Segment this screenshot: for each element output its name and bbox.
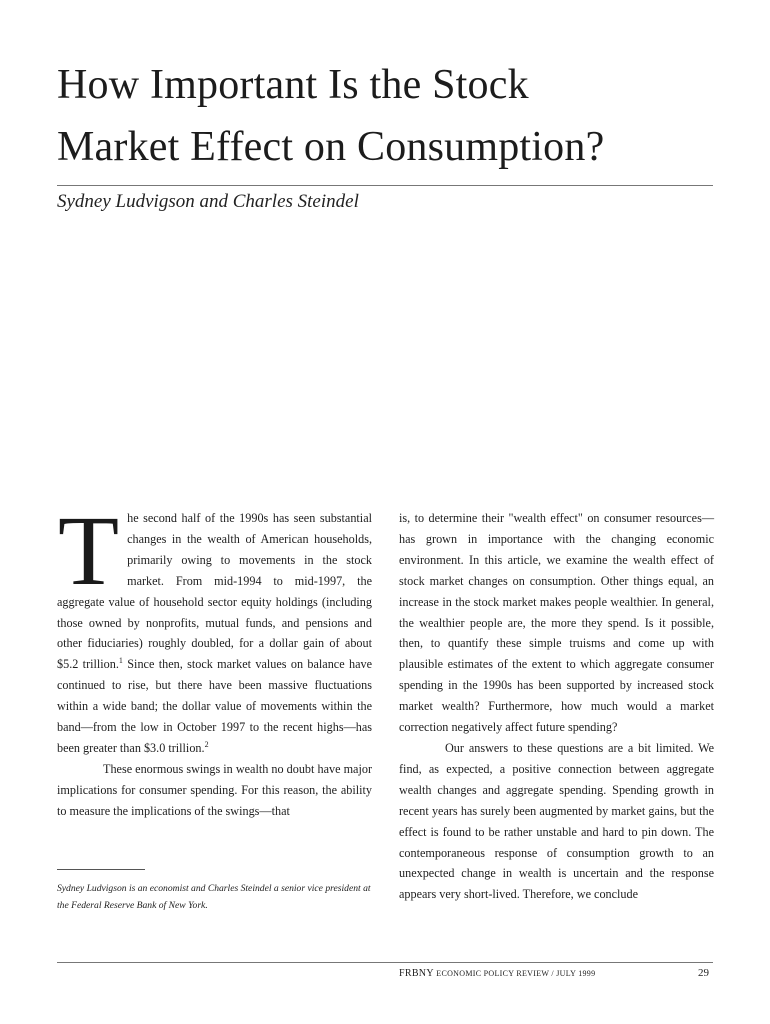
title-line-2: Market Effect on Consumption? — [57, 124, 605, 170]
footnote-divider — [57, 869, 145, 870]
journal-date: / JULY 1999 — [549, 969, 596, 978]
right-paragraph-1: is, to determine their "wealth effect" on consumer resources—has grown in importance with the changing economic environment. In this article, we examine the wealth effect of stock market changes on consumption. Other things equal, an increase in the stock market makes people wealthier. In general, the wealthier people are, the more they spend. Is it possible, then, to quantify these simple truisms and come up with plausible estimates of the extent to which aggregate consumer spending in the 1990s has been supported by increased stock market wealth? Furthermore, how much would a market correction negatively affect future spending? — [399, 511, 714, 735]
footer-divider — [57, 962, 713, 963]
right-column — [399, 508, 714, 905]
left-paragraph-1 — [57, 495, 372, 759]
left-paragraph-1-text-a: he second half of the 1990s has seen substantial changes in the wealth of American households, primarily owing to movements in the stock market. From mid-1994 to mid-1997, the aggregate value of household sector equity holdings (including those owned by nonprofits, mutual funds, and pensions and other fiduciaries) roughly doubled, for a dollar gain of about $5.2 trillion. — [57, 511, 372, 672]
journal-prefix: FRBNY — [399, 968, 437, 979]
footnote-ref-2[interactable]: 2 — [204, 739, 209, 749]
footnote-ref-1[interactable]: 1 — [118, 656, 123, 666]
drop-cap: T — [58, 495, 120, 606]
left-column — [57, 495, 372, 822]
author-footnote: Sydney Ludvigson is an economist and Charles Steindel a senior vice president at the Federal Reserve Bank of New York. — [57, 883, 371, 911]
title-line-1: How Important Is the Stock — [57, 62, 529, 108]
title-divider — [57, 185, 713, 186]
right-paragraph-2: Our answers to these questions are a bit limited. We find, as expected, a positive connection between aggregate wealth changes and aggregate spending. Spending growth in recent years has surely been augmented by market gains, but the effect is found to be rather unstable and hard to pin down. The contemporaneous response of consumption growth to an unexpected change in wealth is uncertain and the response appears very short-lived. Therefore, we conclude — [399, 740, 714, 902]
journal-citation — [399, 968, 595, 979]
left-paragraph-1-text-b: Since then, stock market values on balance have continued to rise, but there have been massive fluctuations within a wide band; the dollar value of movements within the band—from the low in October 1997 to the recent highs—has been greater than $3.0 trillion. — [57, 657, 372, 755]
article-title — [57, 54, 717, 178]
page-number: 29 — [698, 967, 709, 979]
left-paragraph-2: These enormous swings in wealth no doubt have major implications for consumer spending. For this reason, the ability to measure the implications of the swings—that — [57, 761, 372, 818]
author-byline: Sydney Ludvigson and Charles Steindel — [57, 191, 359, 212]
journal-name: ECONOMIC POLICY REVIEW — [436, 969, 550, 978]
